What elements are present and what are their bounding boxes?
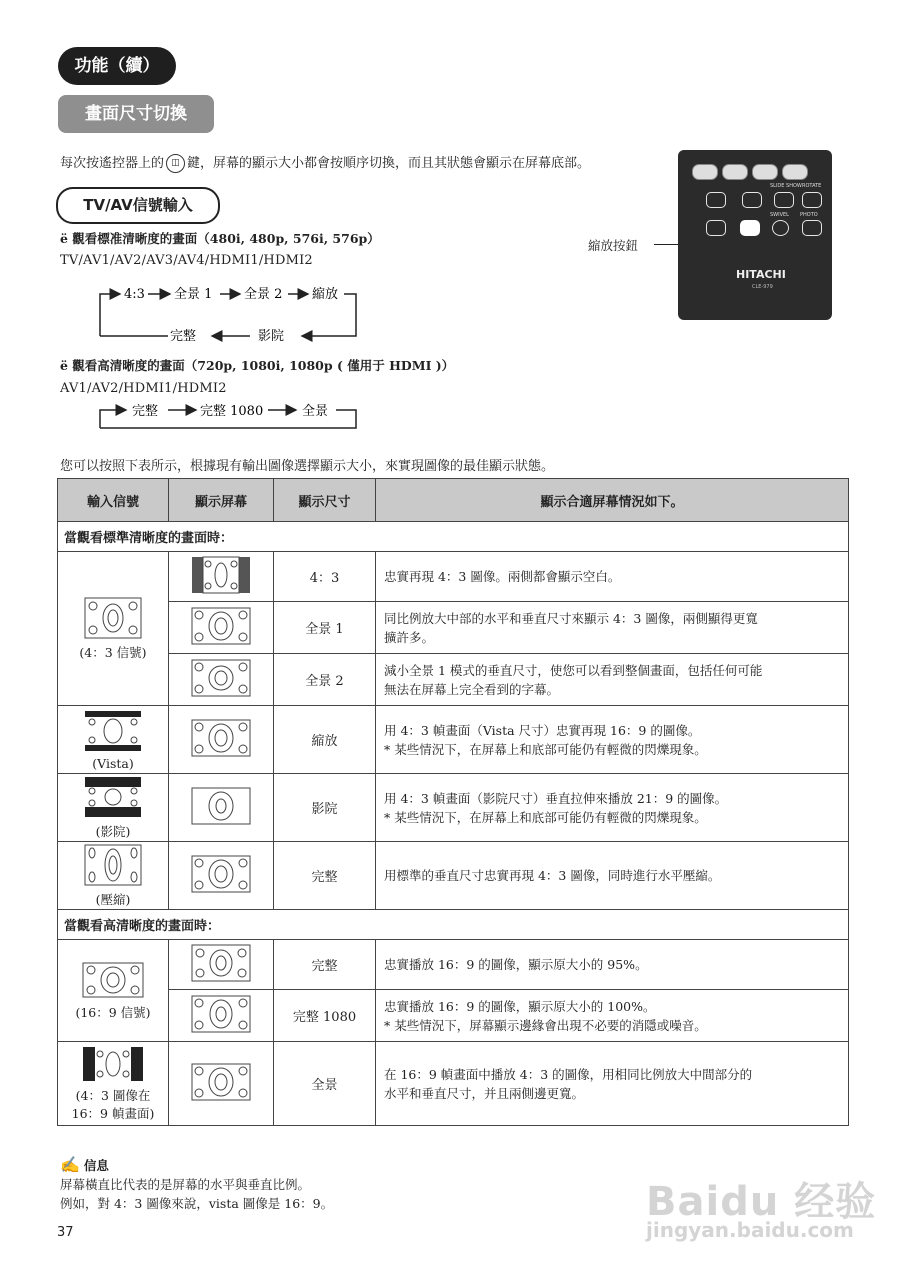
note-pen-icon: ✍ [60,1155,80,1174]
hd-sources: AV1/AV2/HDMI1/HDMI2 [60,381,227,396]
screen-thumb [169,1042,274,1126]
remote-label-photo: PHOTO [800,212,818,218]
table-intro: 您可以按照下表所示，根據現有輸出圖像選擇顯示大小，來實現圖像的最佳顯示狀態。 [60,459,555,474]
input-4-3-in-16-9-thumb [81,1045,145,1083]
sd-sources: TV/AV1/AV2/AV3/AV4/HDMI1/HDMI2 [60,253,313,268]
input-16-9 [58,940,169,1042]
input-4-3-in-16-9 [58,1042,169,1126]
size-label: 完整 [274,940,376,990]
input-cinema [58,774,169,842]
desc-cell [376,940,849,990]
desc-line: 無法在屏幕上完全看到的字幕。 [384,681,560,697]
input-squeeze [58,842,169,910]
input-4-3 [58,552,169,706]
col-header-desc: 顯示合適屏幕情況如下。 [376,479,849,522]
size-label: 縮放 [274,706,376,774]
screen-thumb [169,602,274,654]
page-number: 37 [57,1225,74,1240]
desc-line: 忠實播放 16：9 的圖像，顯示原大小的 100%。 [384,998,656,1014]
sd-title: ë 觀看標准清晰度的畫面（480i, 480p, 576i, 576p） [60,231,380,246]
zoom-button-icon[interactable] [740,220,760,236]
screen-thumb [169,706,274,774]
zoom-button-label: 縮放按鈕 [588,238,639,253]
info-line: 屏幕橫直比代表的是屏幕的水平與垂直比例。 [60,1177,311,1192]
watermark-logo: Baidu 经验 [646,1179,877,1225]
col-header-size: 顯示尺寸 [274,479,376,522]
input-label: (4：3 信號) [79,645,147,660]
section-sd-title: 當觀看標準清晰度的畫面時： [58,522,849,552]
sd-cycle-full: 完整 [170,329,197,344]
sd-cycle-zoom: 縮放 [312,287,339,302]
col-header-input: 輸入信號 [58,479,169,522]
sd-cycle-full2: 全景 2 [244,287,283,302]
input-label: (壓縮) [95,892,131,907]
sd-cycle-4-3: 4:3 [124,287,145,302]
desc-cell [376,654,849,706]
size-label: 全景 1 [274,602,376,654]
screen-size-table [57,478,848,1126]
screen-thumb [169,940,274,990]
size-label: 4：3 [274,552,376,602]
desc-line: 擴許多。 [384,629,435,645]
desc-line: 用標準的垂直尺寸忠實再現 4：3 圖像，同時進行水平壓縮。 [384,868,721,883]
screen-thumb [169,552,274,602]
info-line: 例如，對 4：3 圖像來說，vista 圖像是 16：9。 [60,1196,334,1211]
input-label-line: (4：3 圖像在 [75,1088,151,1103]
desc-line: 減小全景 1 模式的垂直尺寸，使您可以看到整個畫面，包括任何可能 [384,662,763,678]
screen-thumb [169,774,274,842]
remote-label-rotate: ROTATE [802,183,822,189]
section-title: 功能（續） [58,47,176,85]
desc-line: * 某些情況下，在屏幕上和底部可能仍有輕微的閃爍現象。 [384,809,707,825]
sd-cycle-full1: 全景 1 [174,287,213,302]
intro-after: 鍵，屏幕的顯示大小都會按順序切換，而且其狀態會顯示在屏幕底部。 [187,156,591,171]
info-title: 信息 [83,1158,109,1173]
sd-cycle-diagram [90,278,370,346]
input-label-line: 16：9 幀畫面) [71,1106,155,1121]
input-4-3-thumb [83,596,143,640]
desc-cell [376,706,849,774]
input-16-9-thumb [81,960,145,1000]
remote-label-swivel: SWIVEL [770,212,789,218]
desc-line: 在 16：9 幀畫面中播放 4：3 的圖像，用相同比例放大中間部分的 [384,1066,753,1082]
desc-cell [376,842,849,910]
desc-cell [376,1042,849,1126]
desc-line: 水平和垂直尺寸，并且兩側邊更寬。 [384,1085,585,1101]
size-label: 完整 1080 [274,990,376,1042]
input-label: (16：9 信號) [75,1005,151,1020]
screen-thumb [169,654,274,706]
desc-cell [376,774,849,842]
remote-control [678,150,832,320]
size-label: 全景 2 [274,654,376,706]
sd-cycle-cinema: 影院 [258,329,285,344]
desc-line: 忠實再現 4：3 圖像。兩側都會顯示空白。 [384,569,621,584]
hd-cycle-diagram [90,398,370,432]
zoom-key-icon: ◫ [166,154,185,173]
desc-line: 同比例放大中部的水平和垂直尺寸來顯示 4：3 圖像，兩側顯得更寬 [384,610,758,626]
watermark-url: jingyan.baidu.com [646,1218,854,1242]
input-cinema-thumb [83,775,143,819]
input-label: (影院) [95,824,131,839]
section-hd-title: 當觀看高清晰度的畫面時： [58,910,849,940]
input-squeeze-thumb [83,843,143,887]
desc-line: 用 4：3 幀畫面（Vista 尺寸）忠實再現 16：9 的圖像。 [384,722,701,738]
intro-before: 每次按遙控器上的 [60,156,165,171]
size-label: 影院 [274,774,376,842]
info-note [60,1155,333,1213]
input-vista-thumb [83,709,143,753]
remote-model: CLE-979 [752,284,773,290]
size-label: 全景 [274,1042,376,1126]
screen-thumb [169,990,274,1042]
desc-line: 用 4：3 幀畫面（影院尺寸）垂直拉伸來播放 21：9 的圖像。 [384,790,728,806]
input-label: (Vista) [92,755,134,771]
desc-line: 忠實播放 16：9 的圖像，顯示原大小的 95%。 [384,957,648,972]
col-header-screen: 顯示屏幕 [169,479,274,522]
remote-label-slideshow: SLIDE SHOW [770,183,802,189]
hd-cycle-wide: 全景 [302,404,329,419]
desc-cell [376,602,849,654]
hd-cycle-full: 完整 [132,404,159,419]
input-vista [58,706,169,774]
size-label: 完整 [274,842,376,910]
screen-thumb [169,842,274,910]
hd-title: ë 觀看高清晰度的畫面（720p, 1080i, 1080p ( 僅用于 HDMI )） [60,358,455,373]
desc-line: * 某些情況下，屏幕顯示邊緣會出現不必要的消隱或噪音。 [384,1017,707,1033]
desc-line: * 某些情況下，在屏幕上和底部可能仍有輕微的閃爍現象。 [384,741,707,757]
hd-cycle-full1080: 完整 1080 [200,404,264,419]
intro-text [60,152,590,173]
subsection-title: 畫面尺寸切換 [58,95,214,133]
desc-cell [376,990,849,1042]
input-heading: TV/AV信號輸入 [56,187,220,224]
remote-brand: HITACHI [736,268,786,281]
desc-cell [376,552,849,602]
